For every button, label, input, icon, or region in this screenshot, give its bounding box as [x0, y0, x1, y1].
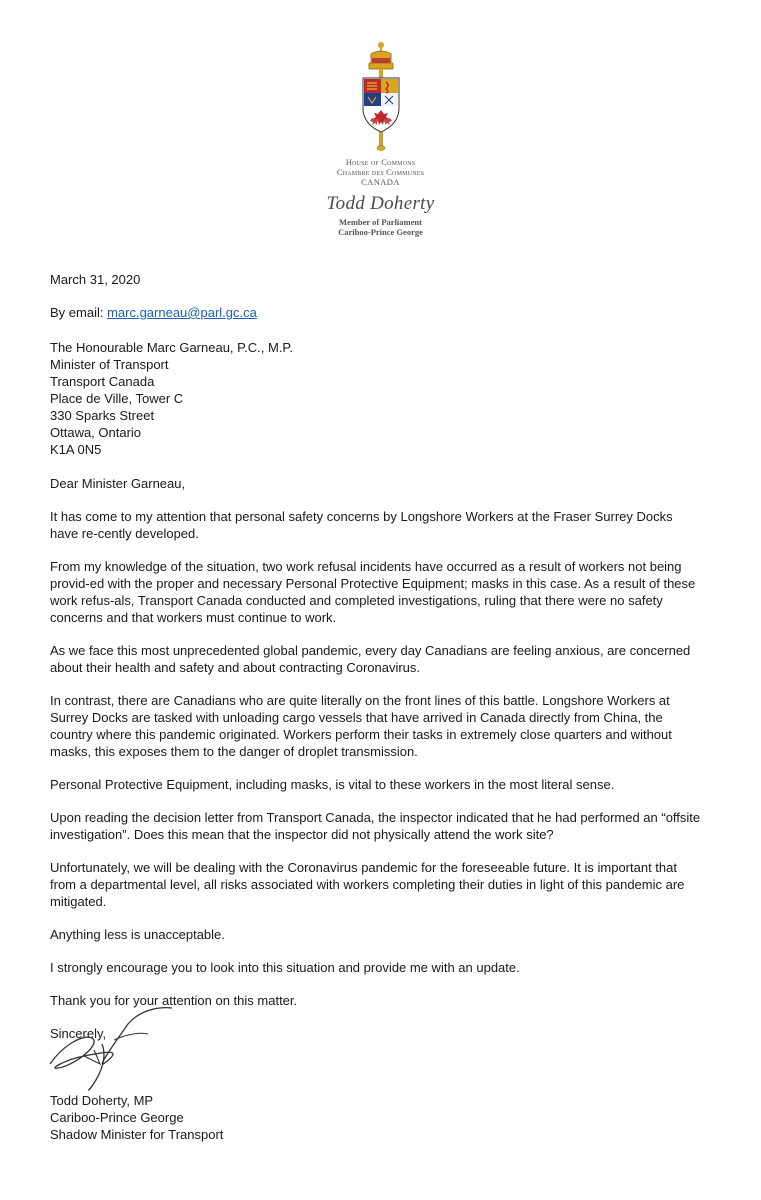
body-paragraph: As we face this most unprecedented global pandemic, every day Canadians are feeling anxious, are concerned about their health and safety and about contracting Coronavirus.	[50, 643, 691, 675]
salutation: Dear Minister Garneau,	[50, 476, 186, 491]
letter-date: March 31, 2020	[50, 272, 141, 287]
email-prefix: By email:	[50, 305, 108, 320]
signoff-riding: Cariboo-Prince George	[50, 1110, 184, 1125]
body-paragraph: Unfortunately, we will be dealing with the Coronavirus pandemic for the foreseeable future. It is important that from a departmental level, all risks associated with workers completing their duties in light of this pandemic are mitigated.	[50, 860, 685, 909]
address-line: Ottawa, Ontario	[50, 425, 142, 440]
body-paragraph: Thank you for your attention on this matter.	[50, 993, 298, 1008]
body-paragraph: I strongly encourage you to look into this situation and provide me with an update.	[50, 960, 520, 975]
body-paragraph: Upon reading the decision letter from Transport Canada, the inspector indicated that he had performed an “offsite investigation”. Does this mean that the inspector did not physically attend the work site?	[50, 810, 701, 842]
letterhead	[0, 40, 761, 238]
body-paragraph: Anything less is unacceptable.	[50, 927, 225, 942]
house-of-commons-crest-icon	[341, 40, 421, 152]
email-line	[50, 304, 702, 321]
body-paragraph: In contrast, there are Canadians who are quite literally on the front lines of this battle. Longshore Workers at Surrey Docks are tasked with unloading cargo vessels that have arrived in Canada directly from China, the country where this pandemic originated. Workers perform their tasks in extremely close quarters and without masks, this exposes them to the danger of droplet transmission.	[50, 693, 672, 759]
chambre-des-communes-label: Chambre des Communes	[336, 166, 425, 177]
handwritten-signature-icon	[44, 1004, 179, 1092]
address-line: Minister of Transport	[50, 357, 169, 372]
address-line: The Honourable Marc Garneau, P.C., M.P.	[50, 340, 294, 355]
recipient-address	[50, 339, 702, 458]
signoff-block	[50, 1092, 223, 1143]
house-of-commons-label: House of Commons	[345, 157, 416, 167]
body-paragraph: From my knowledge of the situation, two work refusal incidents have occurred as a result of workers not being provid-ed with the proper and necessary Personal Protective Equipment; masks in this case. As a result of these work refus-als, Transport Canada conducted and completed investigations, ruling that there were no safety concerns and that workers must continue to work.	[50, 559, 696, 625]
canada-label: CANADA	[361, 176, 400, 187]
address-line: Transport Canada	[50, 374, 155, 389]
address-line: 330 Sparks Street	[50, 408, 155, 423]
body-paragraph: It has come to my attention that personal safety concerns by Longshore Workers at the Fraser Surrey Docks have re-cently developed.	[50, 509, 673, 541]
signoff-role: Shadow Minister for Transport	[50, 1127, 224, 1142]
letterhead-mp-name: Todd Doherty	[326, 193, 435, 215]
body-paragraph: Personal Protective Equipment, including masks, is vital to these workers in the most literal sense.	[50, 777, 615, 792]
letterhead-mp-riding: Cariboo-Prince George	[338, 227, 423, 238]
closing: Sincerely,	[50, 1026, 107, 1041]
recipient-email-link[interactable]: marc.garneau@parl.gc.ca	[107, 305, 257, 320]
letterhead-mp-title: Member of Parliament	[339, 217, 422, 228]
address-line: K1A 0N5	[50, 442, 102, 457]
address-line: Place de Ville, Tower C	[50, 391, 184, 406]
signoff-name: Todd Doherty, MP	[50, 1093, 154, 1108]
letter-body	[50, 271, 702, 1058]
